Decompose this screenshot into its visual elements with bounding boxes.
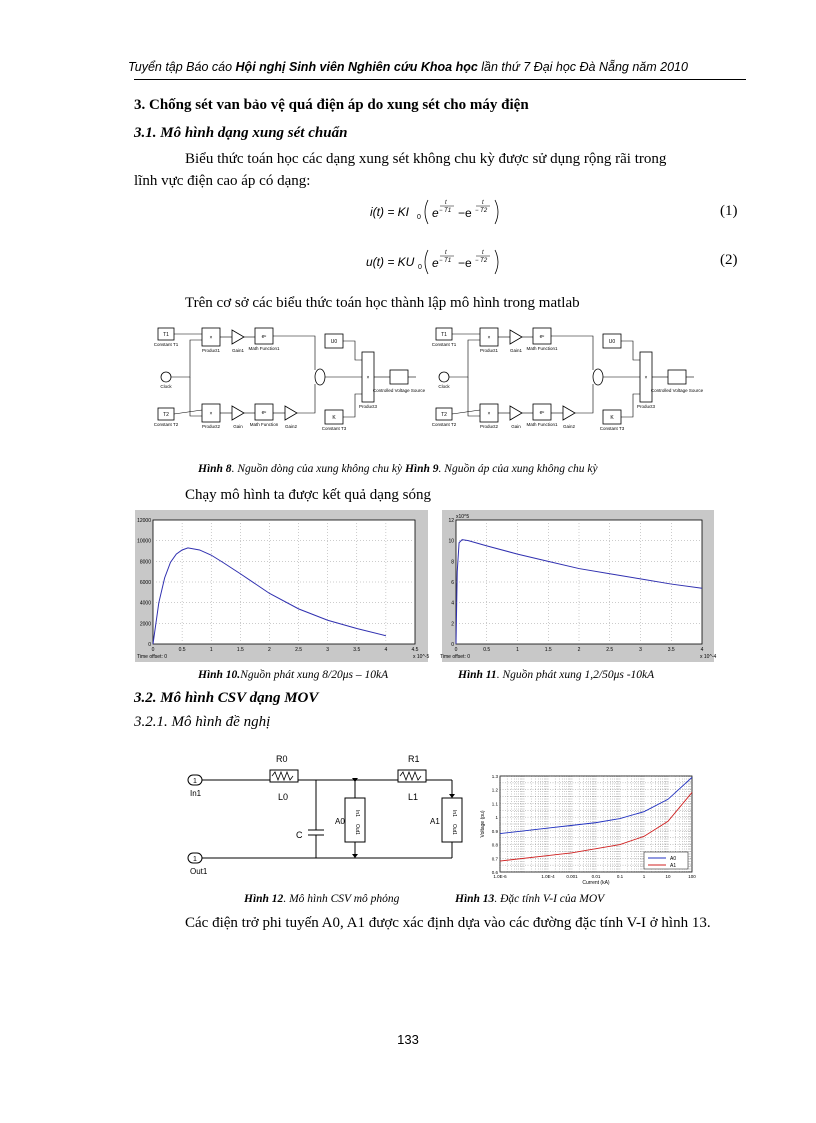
constant-t3-label: Constant T3	[599, 426, 625, 431]
product2-label: Product2	[201, 424, 221, 429]
signal-line	[273, 336, 315, 370]
y-tick-label: 2000	[139, 621, 151, 628]
clock-label: Clock	[160, 384, 172, 389]
x-tick-label: 0	[151, 647, 155, 653]
x-tick-label: 3.5	[667, 647, 675, 653]
svg-text:− T2: − T2	[475, 258, 488, 264]
y-tick-label: 6000	[139, 580, 151, 586]
constant-t3-symbol: K	[610, 415, 614, 421]
svg-text:−e: −e	[458, 206, 472, 220]
a1-out-label: Out1	[451, 824, 457, 835]
constant-t1-symbol: T1	[163, 332, 169, 338]
header-rule	[134, 79, 746, 80]
x-tick-label: 2.5	[606, 647, 614, 653]
figure-13-caption: Hình 13. Đặc tính V-I của MOV	[455, 893, 605, 905]
para2: Trên cơ sở các biểu thức toán học thành lập mô hình trong matlab	[185, 295, 580, 311]
svg-text:− T2: − T2	[475, 208, 488, 214]
y-tick-label: 4	[451, 600, 454, 607]
x-tick-label: 100	[688, 874, 696, 879]
product2-label: Product2	[479, 424, 499, 429]
svg-text:u(t) = KU: u(t) = KU	[366, 255, 415, 269]
constant-t2-label: Constant T2	[431, 422, 457, 427]
legend-label: A0	[670, 856, 677, 862]
constant-t2-label: Constant T2	[153, 422, 179, 427]
y-tick-label: 1.2	[491, 787, 498, 793]
equation-1	[360, 192, 520, 232]
page-number: 133	[397, 1032, 419, 1047]
constant-t1-label: Constant T1	[431, 342, 457, 347]
y-tick-label: 0.9	[491, 828, 498, 834]
running-header: Tuyển tập Báo cáo Hội nghị Sinh viên Nghiên cứu Khoa học lần thứ 7 Đại học Đà Nẵng năm 2010	[128, 60, 688, 74]
x-tick-label: 3	[639, 647, 642, 653]
y-tick-label: 4000	[139, 600, 151, 607]
para1-line2: lĩnh vực điện cao áp có dạng:	[134, 173, 311, 189]
legend-box	[644, 852, 688, 869]
math-function1-symbol: eᵘ	[261, 334, 267, 340]
clock-block	[161, 372, 171, 382]
y-axis-label: Voltage (pu)	[480, 810, 486, 838]
math-function-label: Math Function1	[526, 422, 558, 427]
para1-line1: Biểu thức toán học các dạng xung sét không chu kỳ được sử dụng rộng rãi trong	[185, 151, 667, 167]
controlled-voltage-source-block	[390, 370, 408, 384]
x-tick-label: 3	[326, 647, 330, 653]
signal-line	[452, 410, 480, 414]
y-tick-label: 10000	[137, 538, 151, 545]
run-text: Chạy mô hình ta được kết quả dạng sóng	[185, 487, 432, 503]
y-tick-label: 10	[448, 538, 454, 545]
x-tick-label: 1.0E-6	[493, 874, 507, 879]
y-tick-label: 0	[148, 642, 151, 648]
y-tick-label: 1	[495, 815, 498, 821]
gain1-label: Gain1	[231, 348, 245, 353]
product2-symbol: ×	[487, 411, 491, 417]
cvs-label: Controlled Voltage Source	[650, 388, 704, 393]
figure-13-vi-characteristic-plot	[478, 770, 700, 890]
svg-text:t: t	[482, 200, 484, 206]
svg-text:t: t	[445, 200, 447, 206]
x-tick-label: 4	[384, 647, 388, 653]
mov-circuit-diagram	[180, 748, 475, 880]
a0-in-label: In1	[354, 810, 360, 817]
signal-line	[174, 410, 202, 414]
x-tick-label: 1.0E-4	[541, 874, 555, 879]
x-tick-label: 1.5	[236, 647, 244, 653]
sum-block	[315, 369, 325, 385]
r0-label: R0	[276, 754, 288, 764]
y-tick-label: 12000	[137, 518, 151, 524]
sum-block	[593, 369, 603, 385]
gain1-label: Gain1	[509, 348, 523, 353]
x-axis-label: Current (kA)	[582, 880, 610, 886]
equation-1-number: (1)	[720, 203, 738, 219]
y-tick-label: 0.7	[491, 856, 498, 862]
x-exponent: x 10^-4	[700, 654, 717, 660]
section-3-1-title: 3.1. Mô hình dạng xung sét chuẩn	[134, 125, 348, 141]
y-tick-label: 1.3	[491, 774, 498, 779]
gain2-block	[563, 406, 575, 420]
constant-t2-symbol: T2	[163, 412, 169, 418]
product3-label: Product3	[358, 404, 378, 409]
constant-t1-label: Constant T1	[153, 342, 179, 347]
svg-text:0: 0	[418, 264, 422, 271]
x-axis-label: Time offset: 0	[440, 654, 471, 660]
y-tick-label: 0	[451, 642, 454, 648]
gain2-block	[285, 406, 297, 420]
constant-t1-symbol: T1	[441, 332, 447, 338]
figure-10-current-waveform-plot	[135, 510, 428, 662]
x-tick-label: 0.001	[566, 874, 578, 879]
simulink-current-source-diagram	[150, 322, 426, 442]
signal-line	[343, 341, 362, 360]
x-tick-label: 0	[454, 647, 458, 653]
l1-label: L1	[408, 792, 419, 802]
x-tick-label: 10	[665, 874, 671, 879]
product1-label: Product1	[479, 348, 499, 353]
x-tick-label: 0.5	[178, 647, 186, 653]
gain2-label: Gain2	[284, 424, 298, 429]
out-port-number: 1	[193, 856, 197, 863]
svg-text:−e: −e	[458, 256, 472, 270]
math-function-symbol: eᵘ	[539, 410, 545, 416]
gain1-block	[510, 330, 522, 344]
math-function-symbol: eᵘ	[261, 410, 267, 416]
math-function-label: Math Function	[249, 422, 279, 427]
x-exponent: x 10^-5	[413, 654, 430, 660]
controlled-voltage-source-block	[668, 370, 686, 384]
constant-t2-symbol: T2	[441, 412, 447, 418]
final-paragraph: Các điện trở phi tuyến A0, A1 được xác định dựa vào các đường đặc tính V-I ở hình 13.	[185, 915, 711, 931]
gain-label: Gain	[511, 424, 521, 429]
cvs-label: Controlled Voltage Source	[372, 388, 426, 393]
figure-10-caption: Hình 10.Nguồn phát xung 8/20μs – 10kA	[198, 669, 389, 681]
x-tick-label: 1	[642, 874, 646, 879]
y-tick-label: 12	[448, 518, 454, 524]
svg-text:i(t) = KI: i(t) = KI	[370, 205, 410, 219]
x-tick-label: 3.5	[353, 647, 361, 653]
gain-label: Gain	[233, 424, 243, 429]
in-port-number: 1	[193, 778, 197, 785]
clock-label: Clock	[438, 384, 450, 389]
figure-12-caption: Hình 12. Mô hình CSV mô phỏng	[244, 893, 400, 905]
clock-block	[439, 372, 449, 382]
c-label: C	[296, 830, 303, 840]
constant-u0-symbol: U0	[330, 339, 338, 345]
x-tick-label: 0.01	[591, 874, 601, 879]
gain2-label: Gain2	[562, 424, 576, 429]
section-3-2-1-title: 3.2.1. Mô hình đề nghị	[134, 714, 271, 730]
product3-label: Product3	[636, 404, 656, 409]
figure-11-voltage-waveform-plot	[440, 510, 717, 662]
signal-line	[575, 384, 593, 413]
constant-t3-label: Constant T3	[321, 426, 347, 431]
constant-u0-symbol: U0	[608, 339, 616, 345]
x-tick-label: 4.5	[411, 647, 419, 653]
product1-label: Product1	[201, 348, 221, 353]
product3-symbol: ×	[366, 375, 370, 381]
equation-2-number: (2)	[720, 252, 738, 268]
section-3-2-title: 3.2. Mô hình CSV dạng MOV	[134, 690, 319, 706]
figure-11-caption: Hình 11. Nguồn phát xung 1,2/50μs -10kA	[458, 669, 655, 681]
x-tick-label: 1	[209, 647, 213, 653]
gain1-block	[232, 330, 244, 344]
legend-label: A1	[670, 863, 677, 869]
math-function1-label: Math Function1	[248, 346, 280, 351]
svg-text:t: t	[482, 250, 484, 256]
product1-symbol: ×	[487, 335, 491, 341]
signal-line	[621, 341, 640, 360]
l0-label: L0	[278, 792, 289, 802]
y-tick-label: 8000	[139, 559, 151, 566]
x-tick-label: 2	[577, 647, 581, 653]
constant-t3-symbol: K	[332, 415, 336, 421]
r1-label: R1	[408, 754, 420, 764]
math-function1-symbol: eᵘ	[539, 334, 545, 340]
math-function1-label: Math Function1	[526, 346, 558, 351]
svg-text:− T1: − T1	[439, 258, 452, 264]
a1-in-label: In1	[451, 810, 457, 817]
section-3-title: 3. Chống sét van bảo vệ quá điện áp do xung sét cho máy điện	[134, 97, 529, 113]
gain-block	[510, 406, 522, 420]
product3-symbol: ×	[644, 375, 648, 381]
x-tick-label: 0.5	[483, 647, 491, 653]
in1-label: In1	[190, 789, 202, 798]
product1-symbol: ×	[209, 335, 213, 341]
equation-2	[360, 242, 520, 282]
a0-out-label: Out1	[354, 824, 360, 835]
y-tick-label: 1.1	[491, 801, 498, 807]
svg-text:0: 0	[417, 214, 421, 221]
x-axis-label: Time offset: 0	[137, 654, 168, 660]
x-tick-label: 1	[516, 647, 519, 653]
out1-label: Out1	[190, 867, 208, 876]
y-tick-label: 0.6	[491, 870, 498, 875]
y-tick-label: 0.8	[491, 842, 498, 848]
figure-8-9-caption: Hình 8. Nguồn dòng của xung không chu kỳ Hình 9. Nguồn áp của xung không chu kỳ	[198, 463, 598, 475]
x-tick-label: 1.5	[544, 647, 552, 653]
x-tick-label: 0.1	[616, 874, 624, 879]
y-tick-label: 8	[451, 559, 454, 566]
x-tick-label: 2	[268, 647, 271, 653]
svg-text:t: t	[445, 250, 447, 256]
simulink-voltage-source-diagram	[428, 322, 704, 442]
svg-text:− T1: − T1	[439, 208, 452, 214]
signal-line	[297, 384, 315, 413]
a0-label: A0	[335, 817, 345, 826]
product2-symbol: ×	[209, 411, 213, 417]
x-tick-label: 4	[700, 647, 704, 653]
gain-block	[232, 406, 244, 420]
a1-label: A1	[430, 817, 440, 826]
signal-line	[551, 336, 593, 370]
svg-text:e: e	[432, 206, 439, 220]
x-tick-label: 2.5	[295, 647, 303, 653]
y-exponent: x10^5	[456, 514, 470, 520]
svg-text:e: e	[432, 256, 439, 270]
y-tick-label: 2	[451, 621, 454, 628]
y-tick-label: 6	[451, 580, 454, 586]
